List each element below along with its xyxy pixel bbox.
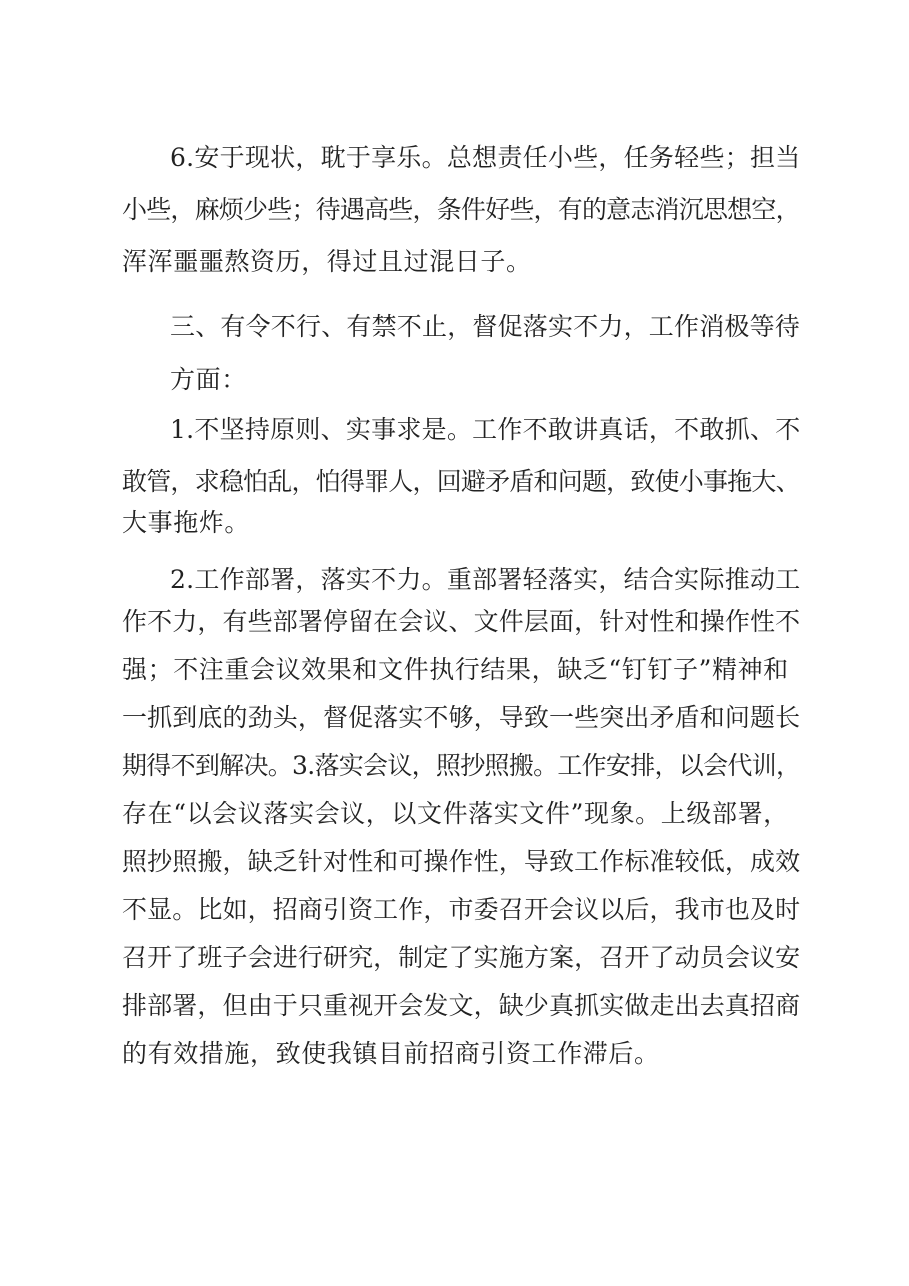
text-line: 排部署，但由于只重视开会发文，缺少真抓实做走出去真招商 [122,991,801,1020]
text-line: 敢管，求稳怕乱，怕得罪人，回避矛盾和问题，致使小事拖大、 [122,467,800,496]
text-line: 期得不到解决。3.落实会议，照抄照搬。工作安排，以会代训， [122,751,801,780]
section-heading-cont: 方面： [170,365,247,394]
text-line: 照抄照搬，缺乏针对性和可操作性，导致工作标准较低，成效 [122,847,801,876]
text-line: 的有效措施，致使我镇目前招商引资工作滞后。 [122,1039,660,1068]
text-line: 不显。比如，招商引资工作，市委召开会议以后，我市也及时 [122,895,801,924]
text-line: 1.不坚持原则、实事求是。工作不敢讲真话，不敢抓、不 [170,415,801,444]
text-line: 浑浑噩噩熬资历，得过且过混日子。 [122,247,532,276]
text-line: 小些，麻烦少些；待遇高些，条件好些，有的意志消沉思想空， [122,195,800,224]
text-line: 强；不注重会议效果和文件执行结果，缺乏“钉钉子”精神和 [122,655,789,684]
text-line: 大事拖炸。 [122,508,251,537]
text-line: 召开了班子会进行研究，制定了实施方案，召开了动员会议安 [122,943,801,972]
text-line: 6.安于现状，耽于享乐。总想责任小些，任务轻些；担当 [170,143,801,172]
section-heading: 三、有令不行、有禁不止，督促落实不力，工作消极等待 [170,312,801,341]
text-line: 存在“以会议落实会议，以文件落实文件”现象。上级部署， [122,799,789,828]
text-line: 一抓到底的劲头，督促落实不够，导致一些突出矛盾和问题长 [122,703,801,732]
text-line: 作不力，有些部署停留在会议、文件层面，针对性和操作性不 [122,607,801,636]
text-line: 2.工作部署，落实不力。重部署轻落实，结合实际推动工 [170,565,801,594]
